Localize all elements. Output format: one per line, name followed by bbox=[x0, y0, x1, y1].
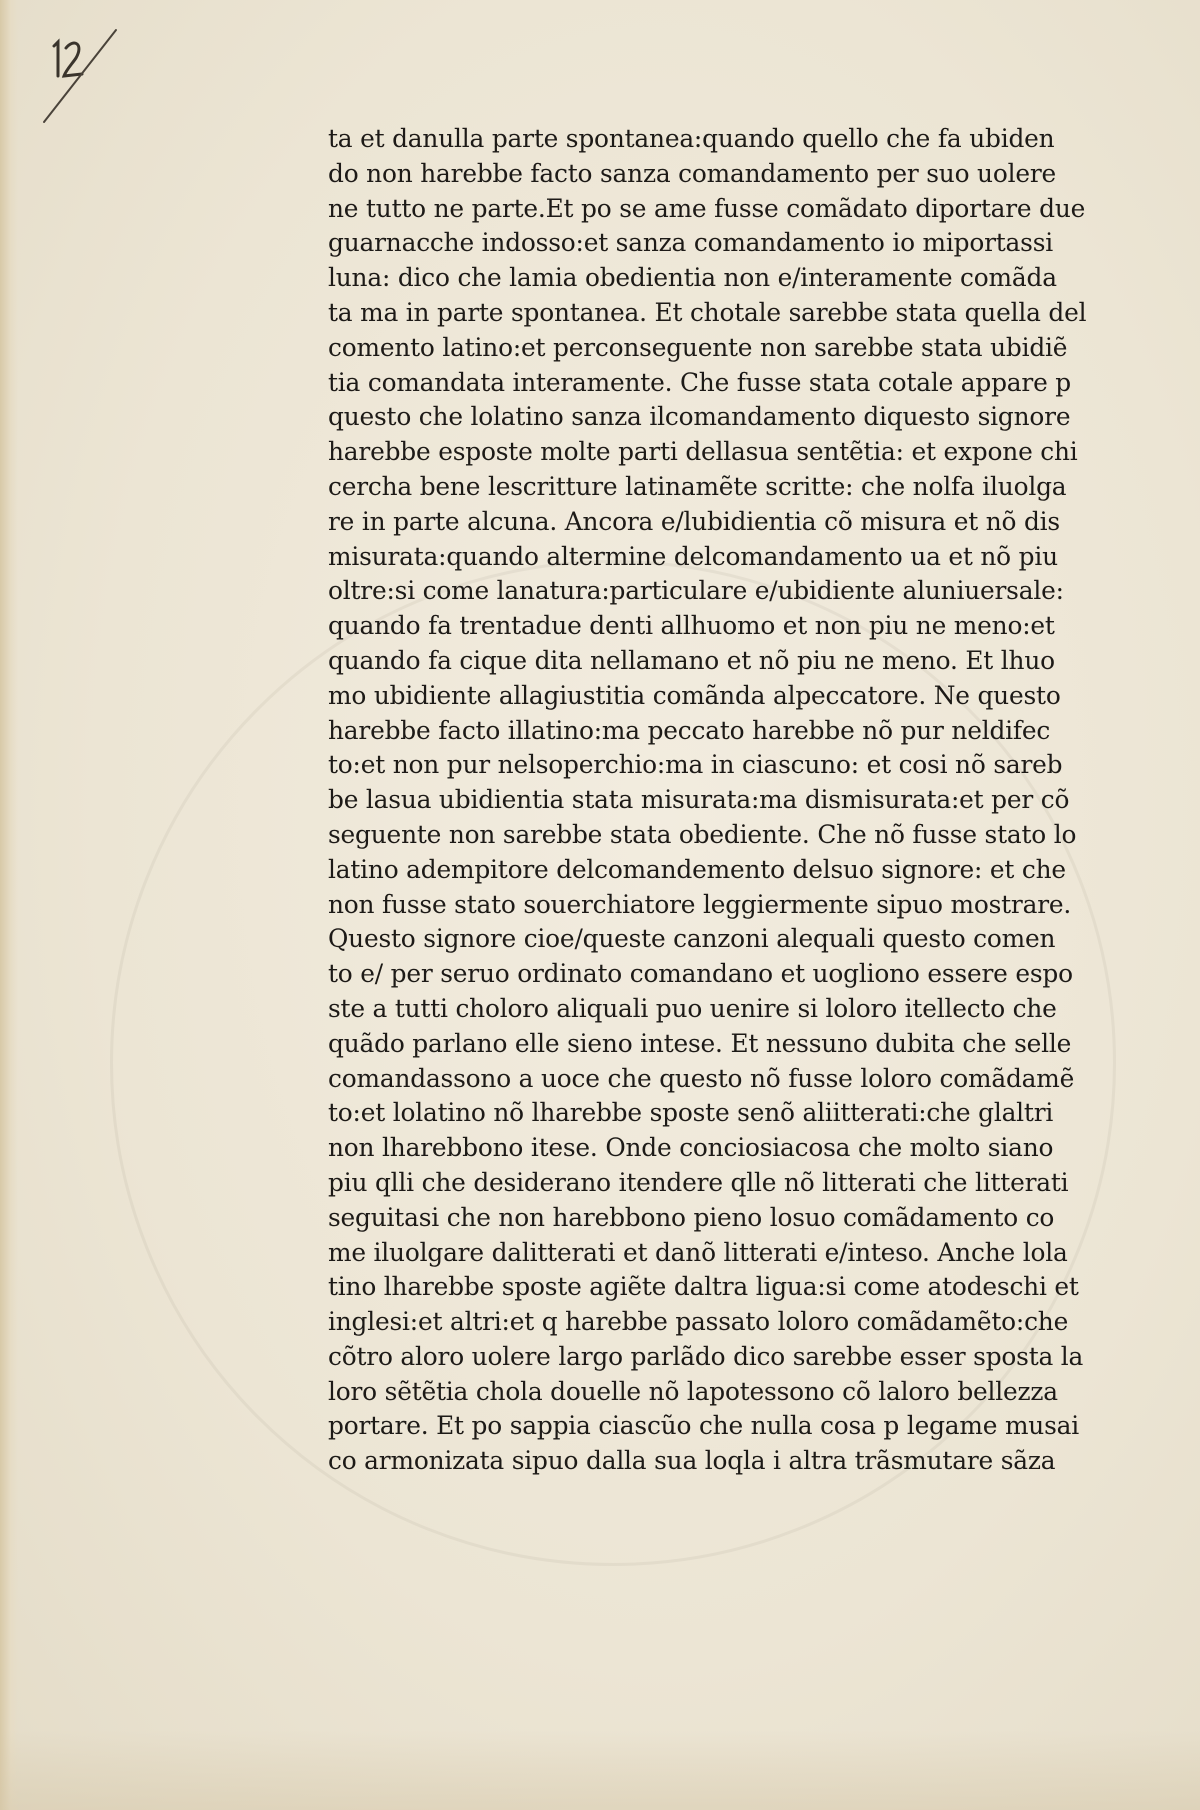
text-line: loro sẽtẽtia chola douelle nõ lapotessono cõ laloro bellezza bbox=[328, 1376, 1058, 1407]
text-line: tino lharebbe sposte agiẽte daltra ligua:si come atodeschi et bbox=[328, 1272, 1079, 1303]
text-line: to:et lolatino nõ lharebbe sposte senõ aliitterati:che glaltri bbox=[328, 1098, 1054, 1129]
text-line: re in parte alcuna. Ancora e/lubidientia cõ misura et nõ dis bbox=[328, 506, 1060, 537]
text-line: ta ma in parte spontanea. Et chotale sarebbe stata quella del bbox=[328, 297, 1087, 328]
text-line: quando fa trentadue denti allhuomo et non piu ne meno:et bbox=[328, 611, 1055, 642]
text-line: portare. Et po sappia ciascũo che nulla cosa p legame musai bbox=[328, 1411, 1080, 1442]
text-line: ne tutto ne parte.Et po se ame fusse comãdato diportare due bbox=[328, 193, 1086, 224]
text-line: harebbe facto illatino:ma peccato harebbe nõ pur neldifec bbox=[328, 715, 1051, 746]
text-line: latino adempitore delcomandemento delsuo signore: et che bbox=[328, 854, 1066, 885]
text-line: tia comandata interamente. Che fusse stata cotale appare p bbox=[328, 367, 1072, 398]
text-line: to:et non pur nelsoperchio:ma in ciascuno: et cosi nõ sareb bbox=[328, 750, 1063, 781]
text-line: quãdo parlano elle sieno intese. Et nessuno dubita che selle bbox=[328, 1028, 1072, 1059]
text-line: seguitasi che non harebbono pieno losuo comãdamento co bbox=[328, 1202, 1055, 1233]
text-line: misurata:quando altermine delcomandamento ua et nõ piu bbox=[328, 541, 1058, 572]
text-line: comandassono a uoce che questo nõ fusse loloro comãdamẽ bbox=[328, 1063, 1075, 1094]
folio-number-handwritten bbox=[40, 18, 130, 128]
text-line: comento latino:et perconseguente non sarebbe stata ubidiẽ bbox=[328, 332, 1068, 363]
text-line: quando fa cique dita nellamano et nõ piu ne meno. Et lhuo bbox=[328, 645, 1055, 676]
text-line: harebbe esposte molte parti dellasua sentẽtia: et expone chi bbox=[328, 437, 1078, 468]
text-line: guarnacche indosso:et sanza comandamento io miportassi bbox=[328, 228, 1054, 259]
text-line: do non harebbe facto sanza comandamento per suo uolere bbox=[328, 158, 1057, 189]
text-line: luna: dico che lamia obedientia non e/interamente comãda bbox=[328, 263, 1057, 294]
text-line: co armonizata sipuo dalla sua loqla i altra trãsmutare sãza bbox=[328, 1446, 1056, 1477]
text-line: cõtro aloro uolere largo parlãdo dico sarebbe esser sposta la bbox=[328, 1341, 1084, 1372]
text-line: ste a tutti choloro aliquali puo uenire si loloro itellecto che bbox=[328, 993, 1057, 1024]
incunable-text-block bbox=[328, 122, 1108, 1479]
text-line: Questo signore cioe/queste canzoni alequali questo comen bbox=[328, 924, 1056, 955]
text-line: be lasua ubidientia stata misurata:ma dismisurata:et per cõ bbox=[328, 785, 1070, 816]
text-line: me iluolgare dalitterati et danõ litterati e/inteso. Anche lola bbox=[328, 1237, 1068, 1268]
text-line: ta et danulla parte spontanea:quando quello che fa ubiden bbox=[328, 124, 1055, 154]
text-line: cercha bene lescritture latinamẽte scritte: che nolfa iluolga bbox=[328, 471, 1067, 502]
text-line: mo ubidiente allagiustitia comãnda alpeccatore. Ne questo bbox=[328, 680, 1061, 711]
text-line: non fusse stato souerchiatore leggiermente sipuo mostrare. bbox=[328, 889, 1072, 920]
text-line: oltre:si come lanatura:particulare e/ubidiente aluniuersale: bbox=[328, 576, 1064, 607]
page-bottom-stain bbox=[0, 1730, 1200, 1810]
text-line: questo che lolatino sanza ilcomandamento diquesto signore bbox=[328, 402, 1071, 433]
text-line: piu qlli che desiderano itendere qlle nõ litterati che litterati bbox=[328, 1167, 1069, 1198]
text-line: inglesi:et altri:et q harebbe passato loloro comãdamẽto:che bbox=[328, 1307, 1069, 1338]
page-binding-edge bbox=[0, 0, 18, 1810]
text-line: seguente non sarebbe stata obediente. Che nõ fusse stato lo bbox=[328, 819, 1077, 850]
text-line: to e/ per seruo ordinato comandano et uogliono essere espo bbox=[328, 959, 1073, 990]
text-line: non lharebbono itese. Onde conciosiacosa che molto siano bbox=[328, 1133, 1054, 1164]
